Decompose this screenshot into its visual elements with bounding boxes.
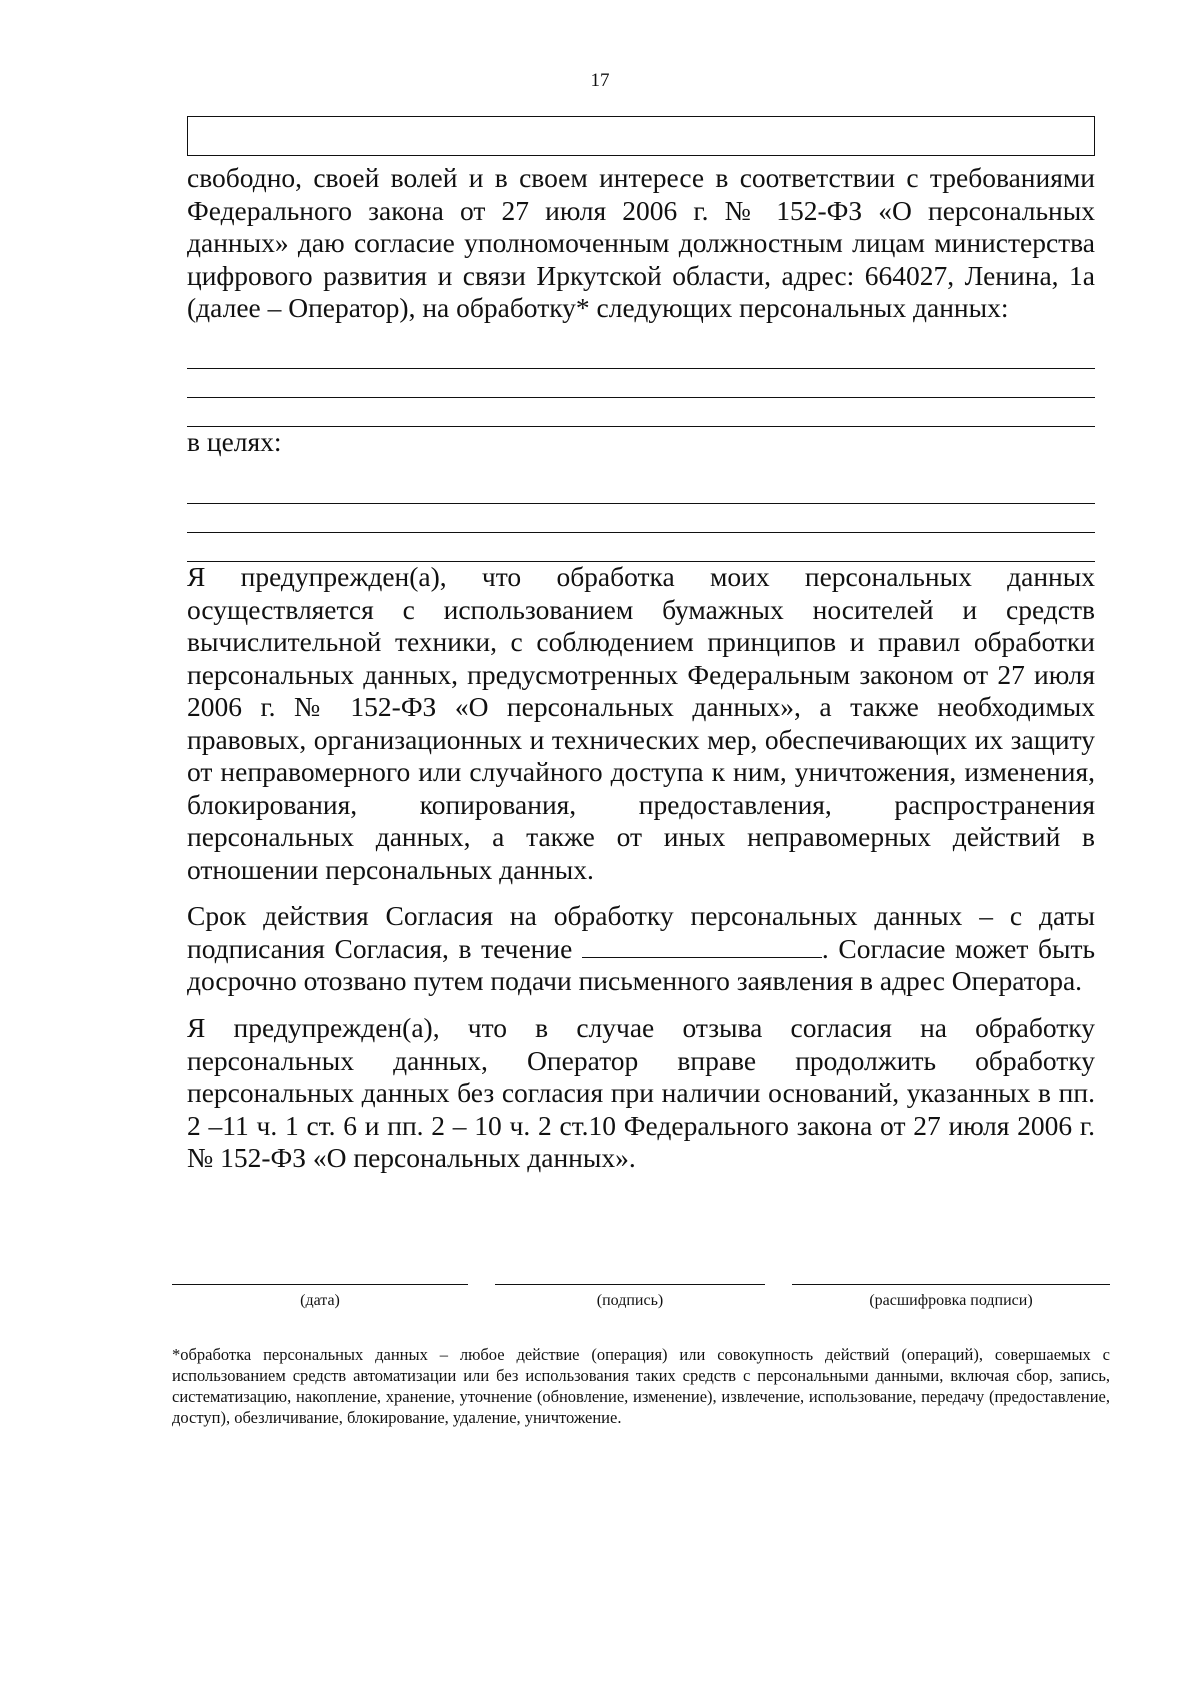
purpose-label: в целях: bbox=[187, 426, 282, 457]
date-signature-line[interactable] bbox=[172, 1284, 468, 1285]
signature-decoding-caption: (расшифровка подписи) bbox=[869, 1292, 1033, 1309]
signature-decoding-line[interactable] bbox=[792, 1284, 1110, 1285]
footnote: *обработка персональных данных – любое действие (операция) или совокупность действий (операций), совершаемых с использованием средств автоматизации или без использования таких средств с персональными данными, включая сбор, запись, систематизацию, накопление, хранение, уточнение (обновление, изменение), извлечение, использование, передачу (предоставление, доступ), обезличивание, блокирование, удаление, уничтожение. bbox=[172, 1345, 1110, 1427]
consent-paragraph bbox=[187, 162, 1095, 325]
purpose-blank-line-1[interactable] bbox=[187, 503, 1095, 504]
personal-data-blank-line-2[interactable] bbox=[187, 397, 1095, 398]
applicant-name-field[interactable] bbox=[187, 116, 1095, 156]
revocation-text: Я предупрежден(а), что в случае отзыва согласия на обработку персональных данных, Оператор вправе продолжить обработку персональных данных без согласия при наличии оснований, указанных в пп. 2 –11 ч. 1 ст. 6 и пп. 2 – 10 ч. 2 ст.10 Федерального закона от 27 июля 2006 г. № 152-ФЗ «О персональных данных». bbox=[187, 1012, 1095, 1173]
page-number: 17 bbox=[590, 70, 610, 91]
term-paragraph bbox=[187, 900, 1095, 998]
term-duration-blank[interactable] bbox=[582, 933, 822, 958]
term-text-end: . Согласие может быть досрочно отозвано путем подачи письменного заявления в адрес Оператора. bbox=[187, 932, 1096, 996]
warning-text: Я предупрежден(а), что обработка моих персональных данных осуществляется с использованием бумажных носителей и средств вычислительной техники, с соблюдением принципов и правил обработки персональных данных, предусмотренных Федеральным законом от 27 июля 2006 г. № 152-ФЗ «О персональных данных», а также необходимых правовых, организационных и технических мер, обеспечивающих их защиту от неправомерного или случайного доступа к ним, уничтожения, изменения, блокирования, копирования, предоставления, распространения персональных данных, а также от иных неправомерных действий в отношении персональных данных. bbox=[187, 561, 1095, 885]
consent-text: свободно, своей волей и в своем интересе в соответствии с требованиями Федерального закона от 27 июля 2006 г. № 152-ФЗ «О персональных данных» даю согласие уполномоченным должностным лицам министерства цифрового развития и связи Иркутской области, адрес: 664027, Ленина, 1а (далее – Оператор), на обработку* следующих персональных данных: bbox=[187, 162, 1095, 323]
signature-caption: (подпись) bbox=[596, 1292, 664, 1309]
purpose-blank-line-2[interactable] bbox=[187, 532, 1095, 533]
revocation-paragraph bbox=[187, 1012, 1095, 1175]
date-caption: (дата) bbox=[300, 1292, 340, 1309]
term-text bbox=[187, 900, 1095, 998]
signature-line[interactable] bbox=[495, 1284, 765, 1285]
term-text-start: Срок действия Согласия на обработку персональных данных – с даты подписания Согласия, в течение bbox=[187, 900, 1095, 964]
personal-data-blank-line-1[interactable] bbox=[187, 368, 1095, 369]
warning-paragraph bbox=[187, 561, 1095, 886]
